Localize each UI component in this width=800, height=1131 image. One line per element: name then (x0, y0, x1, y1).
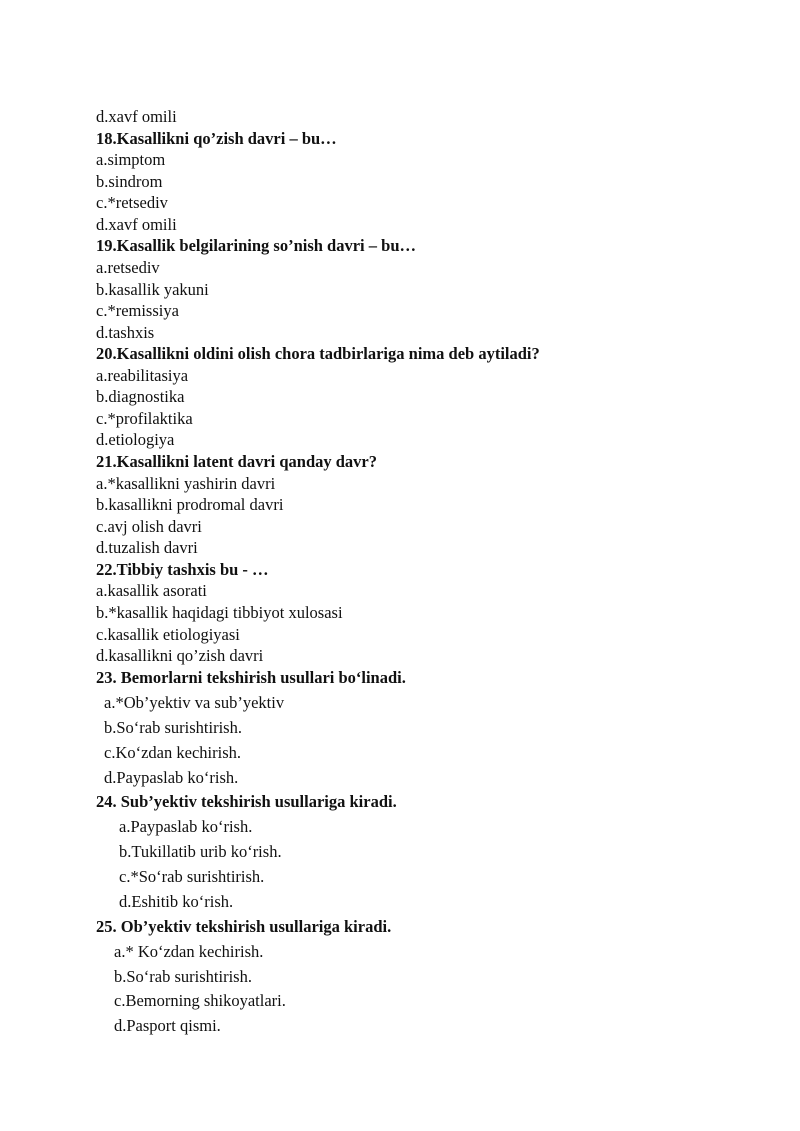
answer-option: a.kasallik asorati (96, 581, 207, 600)
answer-option: a.retsediv (96, 258, 160, 277)
question-24: 24. Sub’yektiv tekshirish usullariga kiradi. (96, 792, 397, 811)
answer-option: d.Eshitib ko‘rish. (119, 892, 234, 911)
answer-option: d.Pasport qismi. (114, 1016, 221, 1035)
answer-option: a.simptom (96, 150, 166, 169)
answer-option: d.Paypaslab ko‘rish. (104, 768, 239, 787)
answer-option: b.sindrom (96, 172, 163, 191)
answer-option: b.*kasallik haqidagi tibbiyot xulosasi (96, 603, 343, 622)
answer-option: b.Tukillatib urib ko‘rish. (119, 842, 282, 861)
question-20: 20.Kasallikni oldini olish chora tadbirlariga nima deb aytiladi? (96, 344, 540, 363)
answer-option: d.etiologiya (96, 430, 175, 449)
answer-option: c.Ko‘zdan kechirish. (104, 743, 241, 762)
answer-option: a.*Ob’yektiv va sub’yektiv (104, 693, 285, 712)
question-22: 22.Tibbiy tashxis bu - … (96, 560, 269, 579)
answer-option: b.kasallik yakuni (96, 280, 209, 299)
answer-option: c.*So‘rab surishtirish. (119, 867, 265, 886)
answer-option: d.xavf omili (96, 107, 177, 126)
answer-option: c.kasallik etiologiyasi (96, 625, 240, 644)
answer-option: c.Bemorning shikoyatlari. (114, 991, 286, 1010)
answer-option: b.So‘rab surishtirish. (114, 967, 252, 986)
answer-option: c.avj olish davri (96, 517, 202, 536)
answer-option: b.kasallikni prodromal davri (96, 495, 284, 514)
question-23: 23. Bemorlarni tekshirish usullari bo‘linadi. (96, 668, 406, 687)
answer-option: a.Paypaslab ko‘rish. (119, 817, 253, 836)
question-19: 19.Kasallik belgilarining so’nish davri – bu… (96, 236, 416, 255)
answer-option: a.* Ko‘zdan kechirish. (114, 942, 264, 961)
question-18: 18.Kasallikni qo’zish davri – bu… (96, 129, 337, 148)
question-21: 21.Kasallikni latent davri qanday davr? (96, 452, 378, 471)
answer-option: d.kasallikni qo’zish davri (96, 646, 264, 665)
answer-option: d.xavf omili (96, 215, 177, 234)
answer-option: b.So‘rab surishtirish. (104, 718, 242, 737)
answer-option: c.*profilaktika (96, 409, 193, 428)
answer-option: d.tashxis (96, 323, 155, 342)
answer-option: b.diagnostika (96, 387, 185, 406)
question-25: 25. Ob’yektiv tekshirish usullariga kiradi. (96, 917, 392, 936)
answer-option: c.*retsediv (96, 193, 168, 212)
answer-option: a.*kasallikni yashirin davri (96, 474, 276, 493)
answer-option: a.reabilitasiya (96, 366, 189, 385)
answer-option: d.tuzalish davri (96, 538, 198, 557)
answer-option: c.*remissiya (96, 301, 179, 320)
